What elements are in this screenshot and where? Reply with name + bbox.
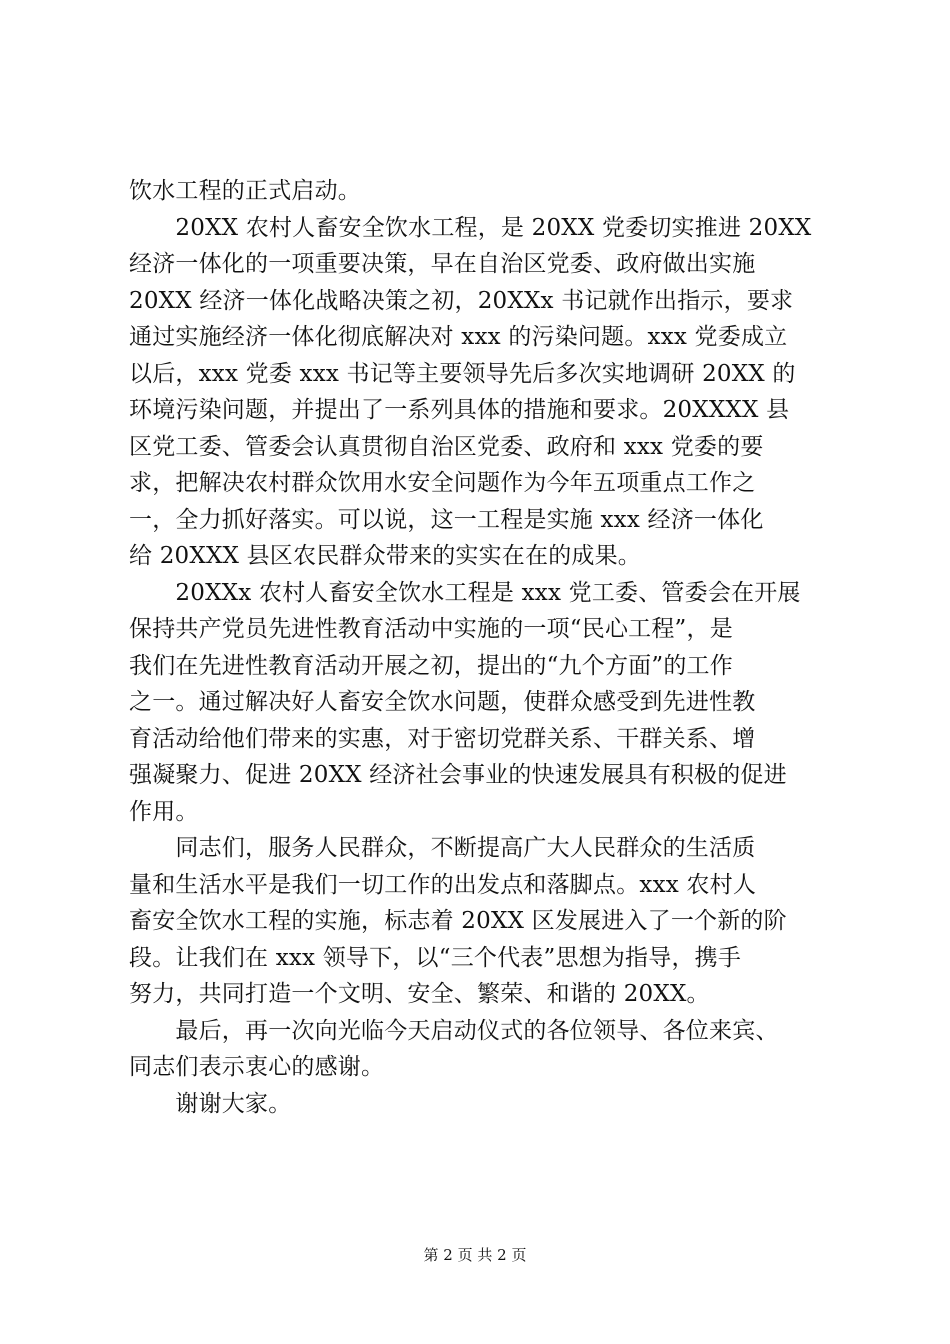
text-line: 饮水工程的正式启动。: [129, 178, 361, 204]
text-line: 作用。: [129, 798, 199, 825]
text-line: 最后，再一次向光临今天启动仪式的各位领导、各位来宾、: [129, 1017, 779, 1044]
text-line: 我们在先进性教育活动开展之初，提出的“九个方面”的工作: [129, 652, 733, 679]
text-line: 畜安全饮水工程的实施，标志着 20XX 区发展进入了一个新的阶: [129, 908, 787, 934]
text-line: 区党工委、管委会认真贯彻自治区党委、政府和 xxx 党委的要: [129, 433, 764, 460]
text-line: 育活动给他们带来的实惠，对于密切党群关系、干群关系、增: [129, 725, 756, 752]
text-line: 努力，共同打造一个文明、安全、繁荣、和谐的 20XX。: [129, 981, 710, 1007]
text-line: 同志们表示衷心的感谢。: [129, 1054, 385, 1080]
text-line: 谢谢大家。: [129, 1090, 292, 1117]
text-line: 环境污染问题，并提出了一系列具体的措施和要求。20XXXX 县: [129, 397, 790, 423]
text-line: 20XXx 农村人畜安全饮水工程是 xxx 党工委、管委会在开展: [129, 579, 801, 606]
text-line: 保持共产党员先进性教育活动中实施的一项“民心工程”，是: [129, 616, 733, 642]
text-line: 求，把解决农村群众饮用水安全问题作为今年五项重点工作之: [129, 470, 756, 496]
text-line: 通过实施经济一体化彻底解决对 xxx 的污染问题。xxx 党委成立: [129, 324, 788, 350]
text-line: 段。让我们在 xxx 领导下，以“三个代表”思想为指导，携手: [129, 944, 742, 971]
text-line: 量和生活水平是我们一切工作的出发点和落脚点。xxx 农村人: [129, 871, 757, 898]
text-line: 给 20XXX 县区农民群众带来的实实在在的成果。: [129, 543, 642, 569]
text-line: 以后，xxx 党委 xxx 书记等主要领导先后多次实地调研 20XX 的: [129, 360, 796, 387]
text-line: 20XX 经济一体化战略决策之初，20XXx 书记就作出指示，要求: [129, 287, 794, 314]
text-line: 同志们，服务人民群众，不断提高广大人民群众的生活质: [129, 835, 756, 861]
text-line: 一，全力抓好落实。可以说，这一工程是实施 xxx 经济一体化: [129, 506, 764, 533]
text-line: 之一。通过解决好人畜安全饮水问题，使群众感受到先进性教: [129, 689, 756, 715]
text-line: 强凝聚力、促进 20XX 经济社会事业的快速发展具有积极的促进: [129, 762, 787, 788]
text-line: 经济一体化的一项重要决策，早在自治区党委、政府做出实施: [129, 251, 756, 277]
text-line: 20XX 农村人畜安全饮水工程，是 20XX 党委切实推进 20XX: [129, 214, 812, 241]
page-number-footer: 第 2 页 共 2 页: [423, 1246, 527, 1264]
document-body: [129, 173, 841, 1122]
